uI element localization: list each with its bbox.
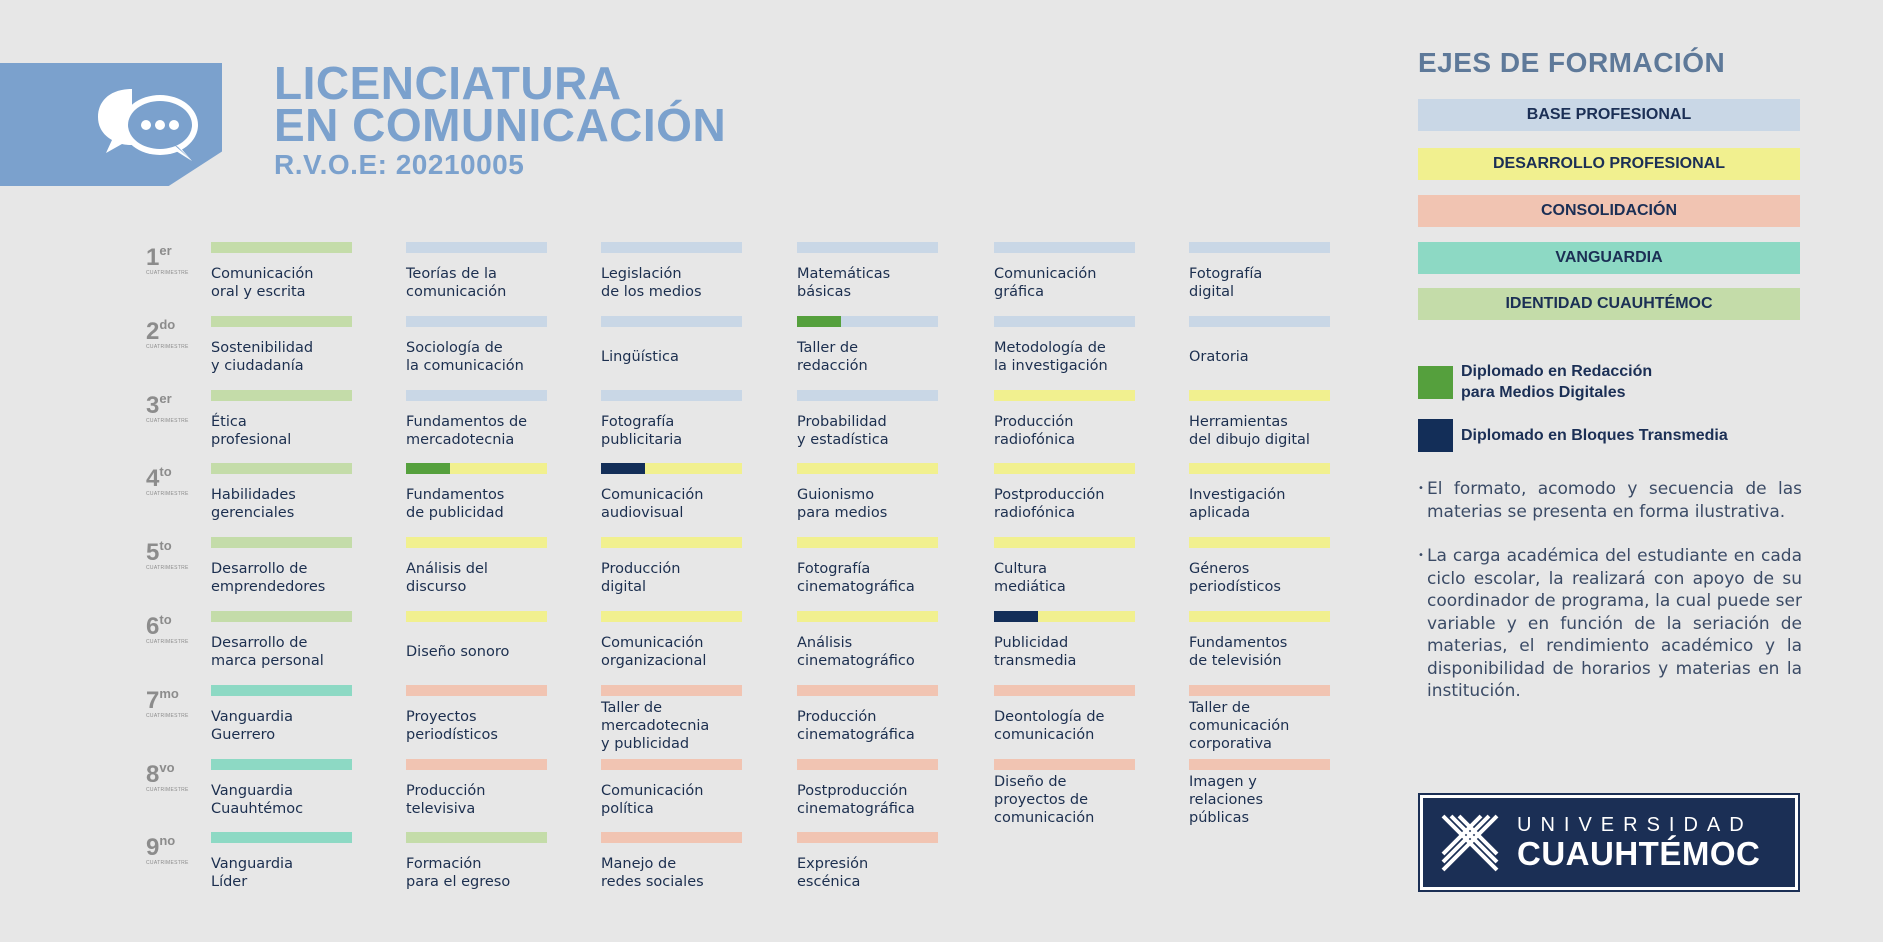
axis-color-bar (601, 316, 742, 327)
course-card (1189, 316, 1331, 384)
course-name: Fundamentos de televisión (1189, 635, 1288, 669)
chat-bubbles-icon (92, 81, 202, 171)
axis-color-bar (797, 759, 938, 770)
course-name: Producción digital (601, 561, 681, 596)
course-name: Expresión escénica (797, 856, 869, 891)
logo-line2: CUAUHTÉMOC (1517, 835, 1761, 872)
course-card (211, 759, 353, 827)
semester-label (146, 317, 206, 350)
course-card (994, 537, 1136, 605)
semester-suffix: to (159, 538, 172, 554)
course-name: Sociología de la comunicación (406, 339, 524, 374)
course-name: Fotografía cinematográfica (797, 561, 915, 596)
diplomado-marker (406, 463, 450, 474)
semester-suffix: no (159, 833, 176, 849)
axis-color-bar (601, 685, 742, 696)
diplomado-marker (797, 316, 841, 327)
course-card (601, 463, 743, 531)
course-name: Fundamentos de publicidad (406, 487, 505, 522)
course-name: Producción cinematográfica (797, 708, 915, 743)
course-card (406, 463, 548, 531)
axis-color-bar (797, 685, 938, 696)
axis-color-bar (994, 463, 1135, 474)
axis-color-bar (601, 759, 742, 770)
course-name: Guionismo para medios (797, 487, 888, 522)
axis-color-bar (406, 242, 547, 253)
axis-color-bar (406, 832, 547, 843)
axis-color-bar (797, 832, 938, 843)
course-card (994, 759, 1136, 827)
course-card (1189, 759, 1331, 827)
header-icon-box (0, 63, 222, 186)
axis-color-bar (406, 390, 547, 401)
course-card (211, 832, 353, 900)
course-card (797, 685, 939, 753)
semester-number: 4 (146, 465, 160, 493)
course-name: Teorías de la comunicación (406, 266, 507, 300)
course-name: Vanguardia Líder (211, 856, 293, 891)
course-card (601, 316, 743, 384)
course-card (601, 390, 743, 458)
course-name: Comunicación política (601, 782, 704, 817)
axis-color-bar (994, 242, 1135, 253)
note-2 (1418, 545, 1802, 703)
course-card (211, 537, 353, 605)
semester-number: 9 (146, 834, 160, 862)
course-name: Imagen y relaciones públicas (1189, 773, 1264, 826)
course-name: Producción televisiva (406, 782, 486, 817)
semester-suffix: to (159, 464, 172, 480)
title-line2: EN COMUNICACIÓN (274, 99, 727, 151)
course-card (1189, 537, 1331, 605)
semester-caption: CUATRIMESTRE (146, 786, 189, 793)
bullet-icon: • (1418, 550, 1424, 561)
axis-color-bar (211, 611, 352, 622)
axis-color-bar (1189, 611, 1330, 622)
diplomado-swatch (1418, 419, 1453, 452)
diplomado-legend-item (1418, 419, 1728, 452)
course-name: Diseño de proyectos de comunicación (994, 773, 1095, 826)
course-name: Fotografía digital (1189, 266, 1263, 300)
course-name: Taller de mercadotecnia y publicidad (601, 699, 710, 752)
eje-legend-item: CONSOLIDACIÓN (1418, 195, 1800, 227)
course-name: Vanguardia Guerrero (211, 708, 293, 743)
axis-color-bar (211, 242, 352, 253)
course-card (797, 390, 939, 458)
semester-number: 7 (146, 686, 160, 714)
course-card (406, 390, 548, 458)
course-card (211, 316, 353, 384)
course-name: Cultura mediática (994, 561, 1066, 596)
course-card (994, 685, 1136, 753)
course-name: Investigación aplicada (1189, 487, 1286, 522)
course-card (211, 242, 353, 310)
semester-caption: CUATRIMESTRE (146, 712, 189, 719)
course-name: Lingüística (601, 348, 679, 365)
course-card (1189, 463, 1331, 531)
page-title (274, 57, 727, 182)
axis-color-bar (1189, 537, 1330, 548)
course-card (994, 390, 1136, 458)
axis-color-bar (797, 611, 938, 622)
axis-color-bar (797, 242, 938, 253)
eje-legend-item: DESARROLLO PROFESIONAL (1418, 148, 1800, 180)
axis-color-bar (994, 390, 1135, 401)
title-line1: LICENCIATURA (274, 57, 622, 109)
semester-caption: CUATRIMESTRE (146, 639, 189, 645)
course-name: Publicidad transmedia (994, 635, 1077, 669)
axis-color-bar (211, 316, 352, 327)
semester-suffix: vo (159, 759, 175, 775)
eje-legend-item: IDENTIDAD CUAUHTÉMOC (1418, 288, 1800, 320)
axis-color-bar (994, 537, 1135, 548)
course-name: Habilidades gerenciales (211, 487, 296, 522)
semester-suffix: er (159, 390, 172, 406)
diplomado-label: Diplomado en Redacción para Medios Digitales (1461, 363, 1653, 401)
axis-color-bar (406, 316, 547, 327)
axis-color-bar (406, 463, 547, 474)
semester-caption: CUATRIMESTRE (146, 565, 189, 572)
course-card (211, 463, 353, 531)
semester-number: 1 (146, 244, 160, 271)
course-card (1189, 685, 1331, 753)
semester-label (146, 760, 206, 793)
semester-suffix: do (159, 316, 176, 332)
axis-color-bar (1189, 463, 1330, 474)
course-name: Metodología de la investigación (994, 339, 1108, 374)
semester-label (146, 464, 206, 497)
note-1 (1418, 478, 1802, 523)
axis-color-bar (211, 390, 352, 401)
course-name: Análisis del discurso (406, 561, 488, 596)
course-name: Comunicación organizacional (601, 635, 707, 669)
semester-caption: CUATRIMESTRE (146, 491, 189, 498)
eje-legend-item: VANGUARDIA (1418, 242, 1800, 274)
axis-color-bar (211, 832, 352, 843)
axis-color-bar (994, 611, 1135, 622)
course-name: Matemáticas básicas (797, 266, 891, 300)
semester-label (146, 538, 206, 571)
semester-caption: CUATRIMESTRE (146, 270, 189, 276)
diplomado-swatch (1418, 366, 1453, 399)
course-card (406, 316, 548, 384)
course-card (406, 537, 548, 605)
semester-label (146, 686, 206, 719)
course-name: Ética profesional (211, 413, 292, 448)
axis-color-bar (211, 537, 352, 548)
course-name: Comunicación oral y escrita (211, 266, 314, 300)
semester-number: 5 (146, 539, 160, 567)
course-card (601, 611, 743, 679)
semester-suffix: er (159, 243, 172, 258)
course-name: Comunicación gráfica (994, 266, 1097, 300)
course-card (797, 611, 939, 679)
course-name: Diseño sonoro (406, 644, 510, 660)
course-card (406, 242, 548, 310)
course-card (994, 463, 1136, 531)
diplomado-label: Diplomado en Bloques Transmedia (1461, 427, 1728, 444)
course-card (601, 759, 743, 827)
course-name: Géneros periodísticos (1189, 561, 1281, 596)
course-card (994, 242, 1136, 310)
course-name: Vanguardia Cuauhtémoc (211, 782, 304, 817)
axis-color-bar (406, 685, 547, 696)
ejes-title: EJES DE FORMACIÓN (1418, 47, 1726, 78)
university-logo (1420, 795, 1798, 890)
axis-color-bar (406, 759, 547, 770)
course-card (994, 316, 1136, 384)
semester-caption: CUATRIMESTRE (146, 417, 189, 424)
course-card (406, 611, 548, 679)
axis-color-bar (1189, 242, 1330, 253)
course-name: Taller de redacción (797, 339, 868, 374)
course-name: Producción radiofónica (994, 413, 1076, 448)
logo-line1: UNIVERSIDAD (1517, 814, 1753, 836)
course-card (211, 390, 353, 458)
semester-number: 3 (146, 391, 160, 419)
axis-color-bar (797, 463, 938, 474)
eje-legend-item: BASE PROFESIONAL (1418, 99, 1800, 131)
axis-color-bar (797, 390, 938, 401)
axis-color-bar (1189, 685, 1330, 696)
axis-color-bar (211, 463, 352, 474)
course-card (797, 759, 939, 827)
semester-number: 8 (146, 760, 160, 788)
course-name: Taller de comunicación corporativa (1189, 699, 1290, 752)
course-name: Formación para el egreso (406, 856, 511, 891)
axis-color-bar (211, 759, 352, 770)
course-card (406, 832, 548, 900)
semester-number: 6 (146, 613, 160, 640)
axis-color-bar (1189, 759, 1330, 770)
course-name: Oratoria (1189, 348, 1249, 365)
axis-color-bar (406, 611, 547, 622)
course-card (1189, 390, 1331, 458)
semester-label (146, 612, 206, 645)
axis-color-bar (797, 537, 938, 548)
axis-color-bar (1189, 390, 1330, 401)
bullet-icon: • (1418, 483, 1424, 494)
axis-color-bar (994, 316, 1135, 327)
course-card (406, 685, 548, 753)
course-name: Desarrollo de emprendedores (211, 561, 326, 596)
semester-caption: CUATRIMESTRE (146, 860, 189, 867)
course-card (211, 611, 353, 679)
note-text: La carga académica del estudiante en cada ciclo escolar, la realizará con apoyo de su coordinador de programa, la cual puede ser variable y en función de la seriación de materias, el rendimiento académico y la disponibilidad de horarios y materias en la institución. (1427, 546, 1802, 701)
course-name: Análisis cinematográfico (797, 635, 915, 669)
diplomado-marker (601, 463, 645, 474)
axis-color-bar (994, 685, 1135, 696)
course-name: Postproducción radiofónica (994, 487, 1105, 522)
course-card (797, 537, 939, 605)
course-name: Fotografía publicitaria (601, 413, 683, 448)
axis-color-bar (601, 390, 742, 401)
semester-label (146, 243, 206, 276)
semester-suffix: to (159, 612, 172, 627)
course-card (797, 316, 939, 384)
course-name: Comunicación audiovisual (601, 487, 704, 522)
course-name: Fundamentos de mercadotecnia (406, 413, 528, 448)
course-name: Proyectos periodísticos (406, 708, 498, 743)
uc-emblem-icon (1437, 810, 1503, 876)
course-card (601, 685, 743, 753)
course-card (1189, 611, 1331, 679)
course-card (1189, 242, 1331, 310)
course-card (994, 611, 1136, 679)
note-text: El formato, acomodo y secuencia de las materias se presenta en forma ilustrativa. (1427, 479, 1802, 522)
course-card (797, 832, 939, 900)
course-card (211, 685, 353, 753)
rvoe-number: R.V.O.E: 20210005 (274, 149, 525, 180)
course-name: Desarrollo de marca personal (211, 635, 324, 669)
axis-color-bar (601, 242, 742, 253)
axis-color-bar (601, 463, 742, 474)
course-card (797, 463, 939, 531)
semester-number: 2 (146, 317, 160, 345)
course-name: Probabilidad y estadística (797, 413, 889, 448)
axis-color-bar (1189, 316, 1330, 327)
diplomado-legend-item (1418, 361, 1652, 403)
course-card (601, 537, 743, 605)
course-name: Legislación de los medios (601, 266, 702, 300)
semester-suffix: mo (159, 685, 179, 701)
course-name: Postproducción cinematográfica (797, 782, 915, 817)
axis-color-bar (601, 611, 742, 622)
course-card (406, 759, 548, 827)
semester-label (146, 391, 206, 424)
course-card (601, 832, 743, 900)
diplomado-marker (994, 611, 1038, 622)
axis-color-bar (797, 316, 938, 327)
semester-label (146, 833, 206, 866)
semester-caption: CUATRIMESTRE (146, 343, 189, 350)
axis-color-bar (601, 537, 742, 548)
course-name: Deontología de comunicación (994, 708, 1105, 743)
course-name: Manejo de redes sociales (601, 856, 704, 891)
axis-color-bar (406, 537, 547, 548)
axis-color-bar (601, 832, 742, 843)
course-card (601, 242, 743, 310)
axis-color-bar (994, 759, 1135, 770)
axis-color-bar (211, 685, 352, 696)
course-name: Sostenibilidad y ciudadanía (211, 339, 314, 374)
course-card (797, 242, 939, 310)
course-name: Herramientas del dibujo digital (1189, 413, 1310, 448)
